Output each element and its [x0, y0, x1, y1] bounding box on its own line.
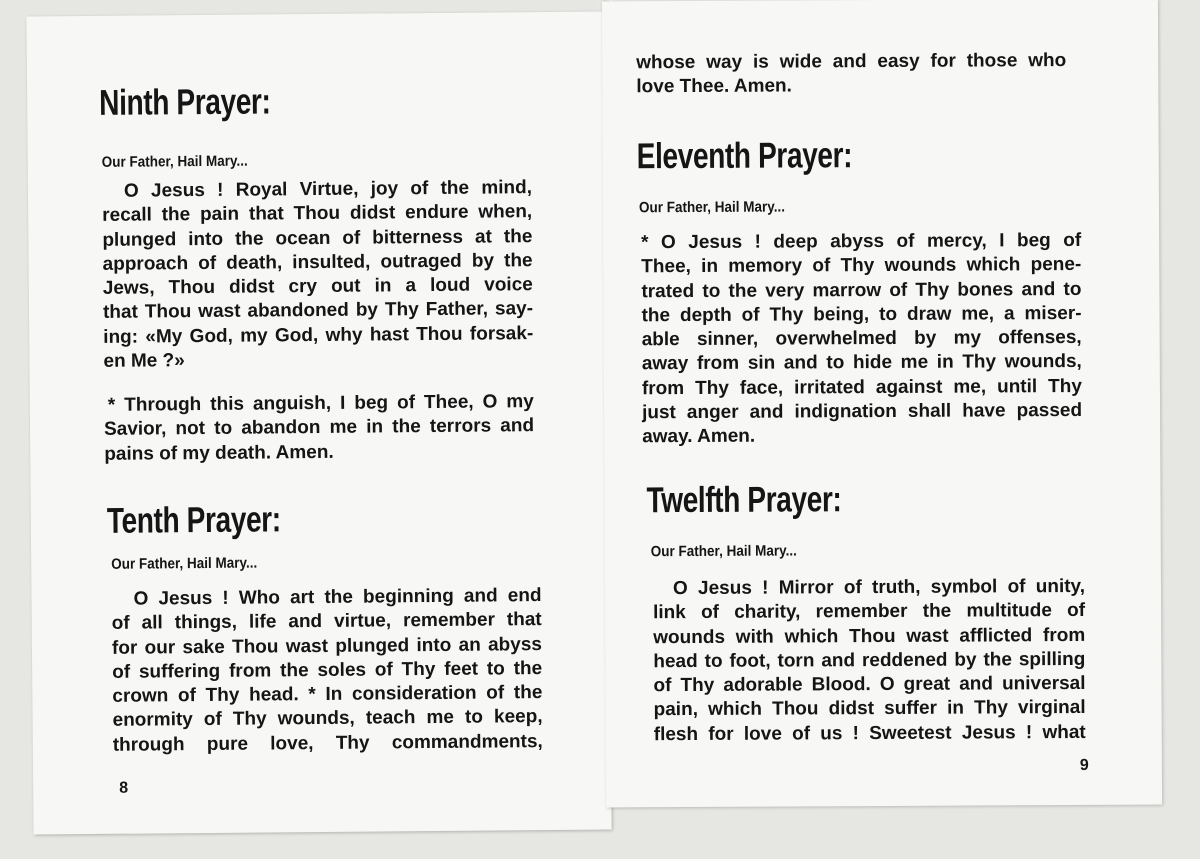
text-line: through pure love, Thy commandments, — [112, 730, 543, 756]
right-page — [602, 0, 1162, 807]
text-line: O Jesus ! Mirror of truth, symbol of unity, — [672, 575, 1086, 600]
text-line: trated to the very marrow of Thy bones and to — [641, 278, 1082, 302]
ninth-prayer-title: Ninth Prayer: — [99, 80, 271, 123]
text-line: crown of Thy head. * In consideration of the — [112, 682, 543, 708]
tenth-prayer-subtitle: Our Father, Hail Mary... — [111, 554, 258, 573]
ninth-prayer-para1 — [102, 176, 534, 374]
tenth-prayer-title: Tenth Prayer: — [106, 498, 281, 541]
text-line: head to foot, torn and reddened by the spilling — [653, 648, 1086, 673]
text-line: * Through this anguish, I beg of Thee, O my — [107, 391, 534, 416]
text-line: pains of my death. Amen. — [104, 441, 334, 465]
text-line: O Jesus ! Who art the beginning and end — [133, 585, 542, 610]
text-line: away. Amen. — [642, 426, 756, 448]
ninth-prayer-para2 — [104, 390, 535, 467]
ninth-prayer-subtitle: Our Father, Hail Mary... — [101, 152, 248, 171]
page-number: 8 — [119, 779, 129, 797]
eleventh-prayer-para1 — [641, 229, 1082, 450]
text-line: plunged into the ocean of bitterness at the — [102, 225, 533, 251]
text-line: of suffering from the soles of Thy feet to the — [112, 657, 543, 683]
text-line: O Jesus ! Royal Virtue, joy of the mind, — [123, 177, 533, 202]
text-line: Thee, in memory of Thy wounds which pene- — [641, 254, 1082, 278]
text-line: able sinner, overwhelmed by my offenses, — [641, 327, 1082, 351]
text-line: Savior, not to abandon me in the terrors and — [103, 415, 535, 441]
text-line: * O Jesus ! deep abyss of mercy, I beg of — [641, 229, 1082, 254]
text-line: flesh for love of us ! Sweetest Jesus ! what — [653, 721, 1086, 745]
text-line: whose way is wide and easy for those who — [636, 50, 1067, 74]
left-page — [26, 11, 611, 834]
tenth-prayer-para1 — [111, 584, 542, 758]
text-line: approach of death, insulted, outraged by the — [102, 250, 533, 275]
twelfth-prayer-title: Twelfth Prayer: — [646, 478, 842, 521]
text-line: of all things, life and virtue, remember that — [111, 609, 542, 635]
continued-text — [636, 49, 1066, 100]
text-line: just anger and indignation shall have passed — [641, 400, 1083, 424]
text-line: from Thy face, irritated against me, until Thy — [641, 375, 1082, 400]
eleventh-prayer-title: Eleventh Prayer: — [636, 134, 853, 177]
twelfth-prayer-subtitle: Our Father, Hail Mary... — [650, 542, 797, 561]
text-line: for our sake Thou wast plunged into an abyss — [111, 633, 543, 659]
text-line: the depth of Thy being, to draw me, a miser- — [641, 302, 1082, 327]
eleventh-prayer-subtitle: Our Father, Hail Mary... — [638, 198, 786, 217]
text-line: pain, which Thou didst suffer in Thy virginal — [653, 697, 1086, 721]
text-line: that Thou wast abandoned by Thy Father, say- — [102, 298, 534, 324]
text-line: away from sin and to hide me in Thy wounds, — [641, 351, 1082, 375]
text-line: ing: «My God, my God, why hast Thou forsak- — [103, 322, 534, 348]
twelfth-prayer-para1 — [653, 575, 1086, 747]
text-line: enormity of Thy wounds, teach me to keep, — [112, 706, 543, 732]
text-line: wounds with which Thou wast afflicted from — [653, 624, 1086, 648]
text-line: Jews, Thou didst cry out in a loud voice — [102, 274, 533, 300]
text-line: recall the pain that Thou didst endure when, — [102, 201, 533, 227]
text-line: link of charity, remember the multitude of — [653, 600, 1086, 624]
text-line: of Thy adorable Blood. O great and universal — [653, 673, 1086, 697]
text-line: love Thee. Amen. — [636, 75, 792, 98]
text-line: en Me ?» — [103, 350, 185, 372]
page-number: 9 — [1079, 756, 1089, 774]
